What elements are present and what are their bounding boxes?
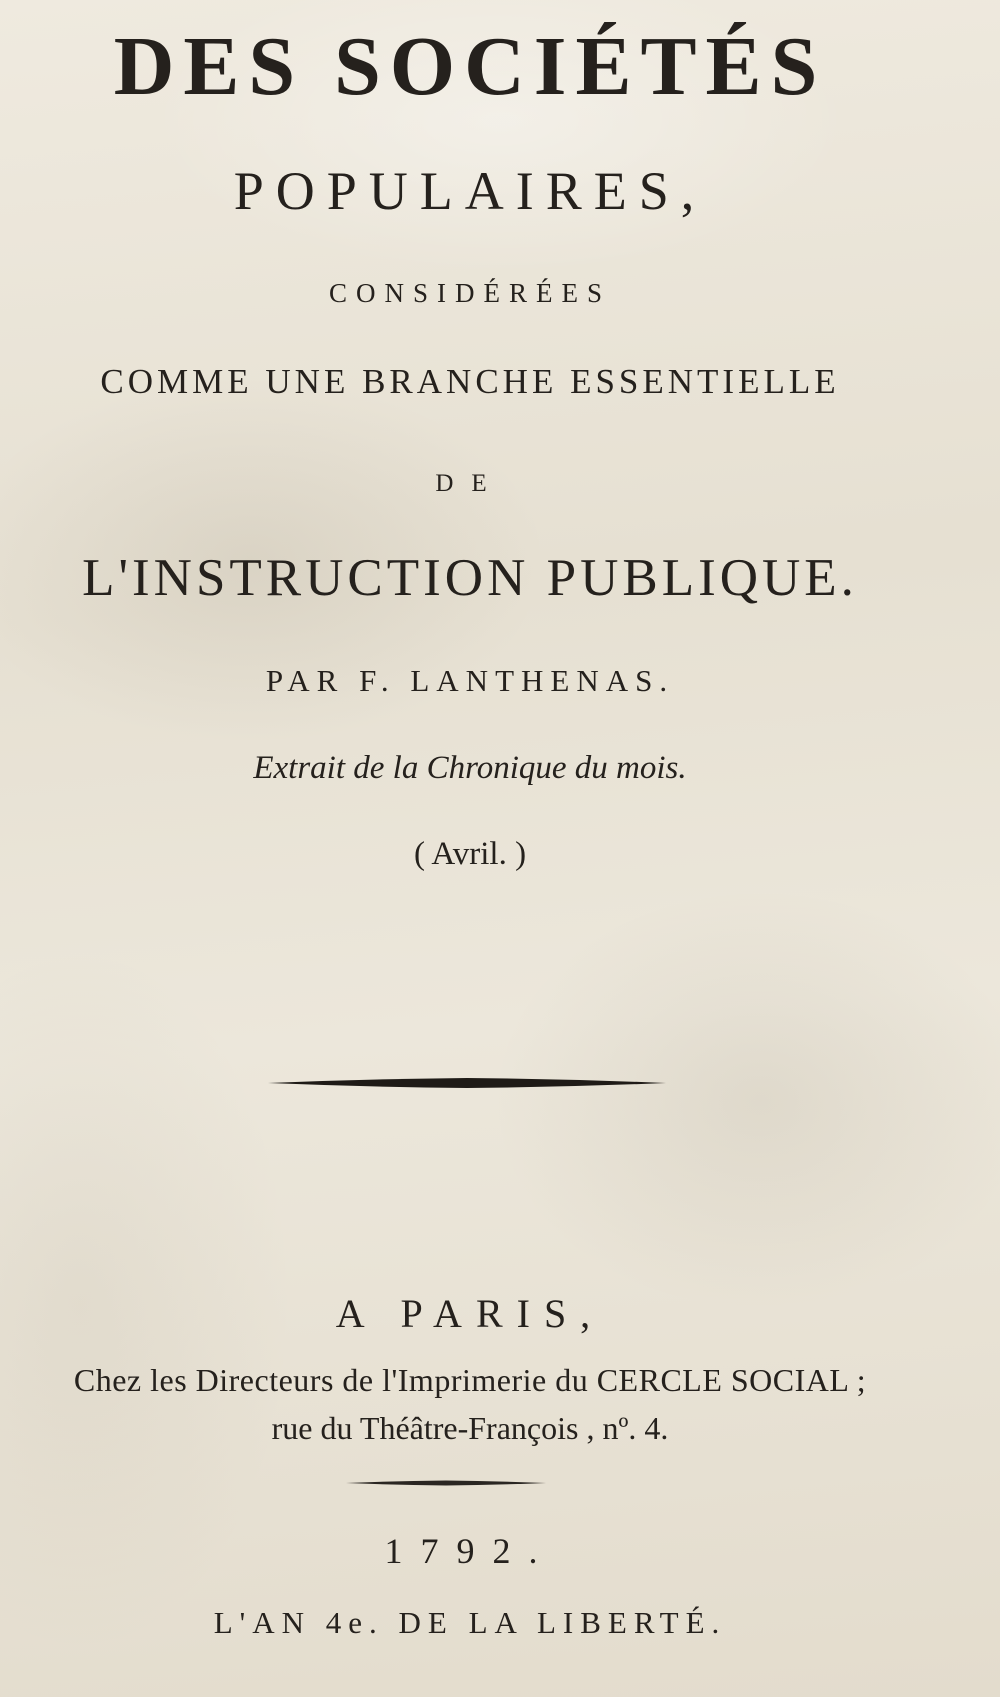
author-line: PAR F. LANTHENAS.: [265, 663, 675, 698]
publisher-line-2: rue du Théâtre-François , nº. 4.: [271, 1410, 669, 1446]
title-line-2: POPULAIRES,: [233, 161, 707, 221]
title-line-4: COMME UNE BRANCHE ESSENTIELLE: [100, 362, 840, 401]
extract-note: Extrait de la Chronique du mois.: [253, 750, 687, 786]
month-note: ( Avril. ): [413, 836, 527, 872]
ornamental-rule-thin: [346, 1478, 546, 1488]
ornamental-rule-thick: [268, 1076, 666, 1090]
year-line: 1792.: [384, 1531, 556, 1571]
title-line-5: DE: [435, 470, 505, 497]
title-line-6: L'INSTRUCTION PUBLIQUE.: [82, 549, 858, 607]
publisher-line-1: Chez les Directeurs de l'Imprimerie du CERCLE SOCIAL ;: [73, 1362, 867, 1398]
place-line: A PARIS,: [335, 1291, 605, 1336]
title-line-3: CONSIDÉRÉES: [328, 278, 611, 308]
title-line-1: DES SOCIÉTÉS: [113, 20, 827, 113]
era-line: L'AN 4e. DE LA LIBERTÉ.: [213, 1605, 727, 1640]
